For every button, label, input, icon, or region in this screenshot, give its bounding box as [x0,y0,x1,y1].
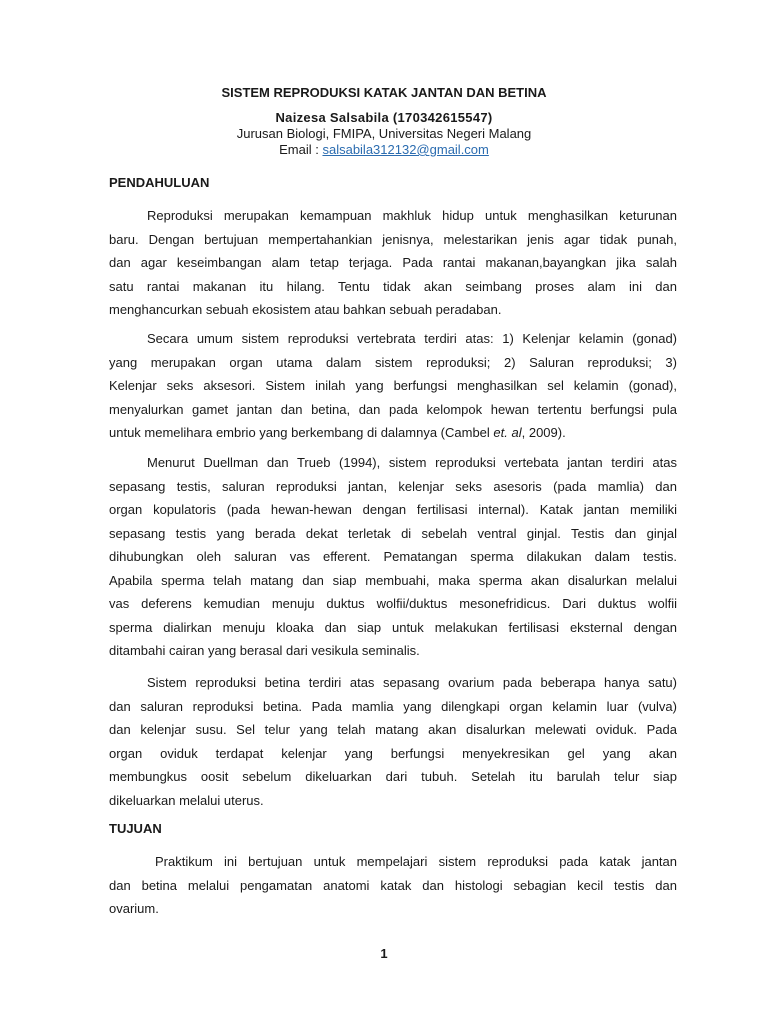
text-line: organ kopulatoris (pada hewan-hewan dengan fertilisasi internal). Katak jantan memiliki [109,502,677,517]
text-line: untuk memelihara embrio yang berkembang di dalamnya (Cambel et. al, 2009). [109,425,566,440]
text-line: Secara umum sistem reproduksi vertebrata terdiri atas: 1) Kelenjar kelamin (gonad) [147,331,677,346]
section-heading-tujuan: TUJUAN [109,821,162,836]
text-line: dan saluran reproduksi betina. Pada mamlia yang dilengkapi organ kelamin luar (vulva) [109,698,677,714]
text-line: vas deferens kemudian menuju duktus wolfii/duktus mesonefridicus. Dari duktus wolfii [109,596,677,611]
text-line: menyalurkan gamet jantan dan betina, dan pada kelompok hewan tertentu berfungsi pula [109,401,677,417]
author-name: Naizesa Salsabila (170342615547) [275,110,493,125]
text-line: sepasang testis yang berada dekat terletak di sebelah ventral ginjal. Testis dan ginjal [109,525,677,541]
text-line: ovarium. [109,901,159,916]
author-affiliation: Jurusan Biologi, FMIPA, Universitas Negeri Malang [236,126,532,141]
text-line: Sistem reproduksi betina terdiri atas sepasang ovarium pada beberapa hanya satu) [147,675,677,690]
italic-text: et. al [493,425,522,440]
text-line: sepasang testis, saluran reproduksi jantan, kelenjar seks asesoris (pada mamlia) dan [109,478,677,494]
text-line: membungkus oosit sebelum dikeluarkan dari tubuh. Setelah itu barulah telur siap [109,769,677,784]
text-line: ditambahi cairan yang berasal dari vesikula seminalis. [109,643,420,658]
text-line: dikeluarkan melalui uterus. [109,792,264,808]
section-heading-pendahuluan: PENDAHULUAN [109,175,210,190]
text-line: menghancurkan sebuah ekosistem atau bahkan sebuah peradaban. [109,302,502,317]
paragraph [109,204,677,322]
text-line: Menurut Duellman dan Trueb (1994), sistem reproduksi vertebata jantan terdiri atas [147,455,677,470]
document-title: SISTEM REPRODUKSI KATAK JANTAN DAN BETINA [221,85,547,100]
text-line: Apabila sperma telah matang dan siap membuahi, maka sperma akan disalurkan melalui [109,572,677,588]
text-line: organ oviduk terdapat kelenjar yang berfungsi menyekresikan gel yang akan [109,745,677,761]
text-line: dan agar keseimbangan alam tetap terjaga. Pada rantai makanan,bayangkan jika salah [109,255,677,270]
email-label: Email : [279,142,323,157]
text-line: Kelenjar seks aksesori. Sistem inilah yang berfungsi menghasilkan sel kelamin (gonad), [109,378,677,393]
text-line: dan betina melalui pengamatan anatomi katak dan histologi sebagian kecil testis dan [109,877,677,893]
text-line: sperma dialirkan menuju kloaka dan siap untuk melakukan fertilisasi eksternal dengan [109,619,677,635]
paragraph [109,327,677,445]
text-line: satu rantai makanan itu hilang. Tentu tidak akan seimbang proses alam ini dan [109,278,677,294]
paragraph [109,451,677,663]
text-line: yang merupakan organ utama dalam sistem reproduksi; 2) Saluran reproduksi; 3) [109,354,677,370]
text-line: Praktikum ini bertujuan untuk mempelajari sistem reproduksi pada katak jantan [155,854,677,869]
author-email [0,142,768,157]
text-line: Reproduksi merupakan kemampuan makhluk hidup untuk menghasilkan keturunan [147,208,677,223]
text-line: dan kelenjar susu. Sel telur yang telah matang akan disalurkan melewati oviduk. Pada [109,722,677,737]
paragraph [109,850,677,921]
text-line: baru. Dengan bertujuan mempertahankian jenisnya, melestarikan jenis agar tidak punah, [109,231,677,247]
text-line: dihubungkan oleh saluran vas efferent. Pematangan sperma dilakukan dalam testis. [109,549,677,564]
paragraph [109,671,677,812]
email-link[interactable]: salsabila312132@gmail.com [322,142,489,157]
page-number: 1 [380,946,388,961]
